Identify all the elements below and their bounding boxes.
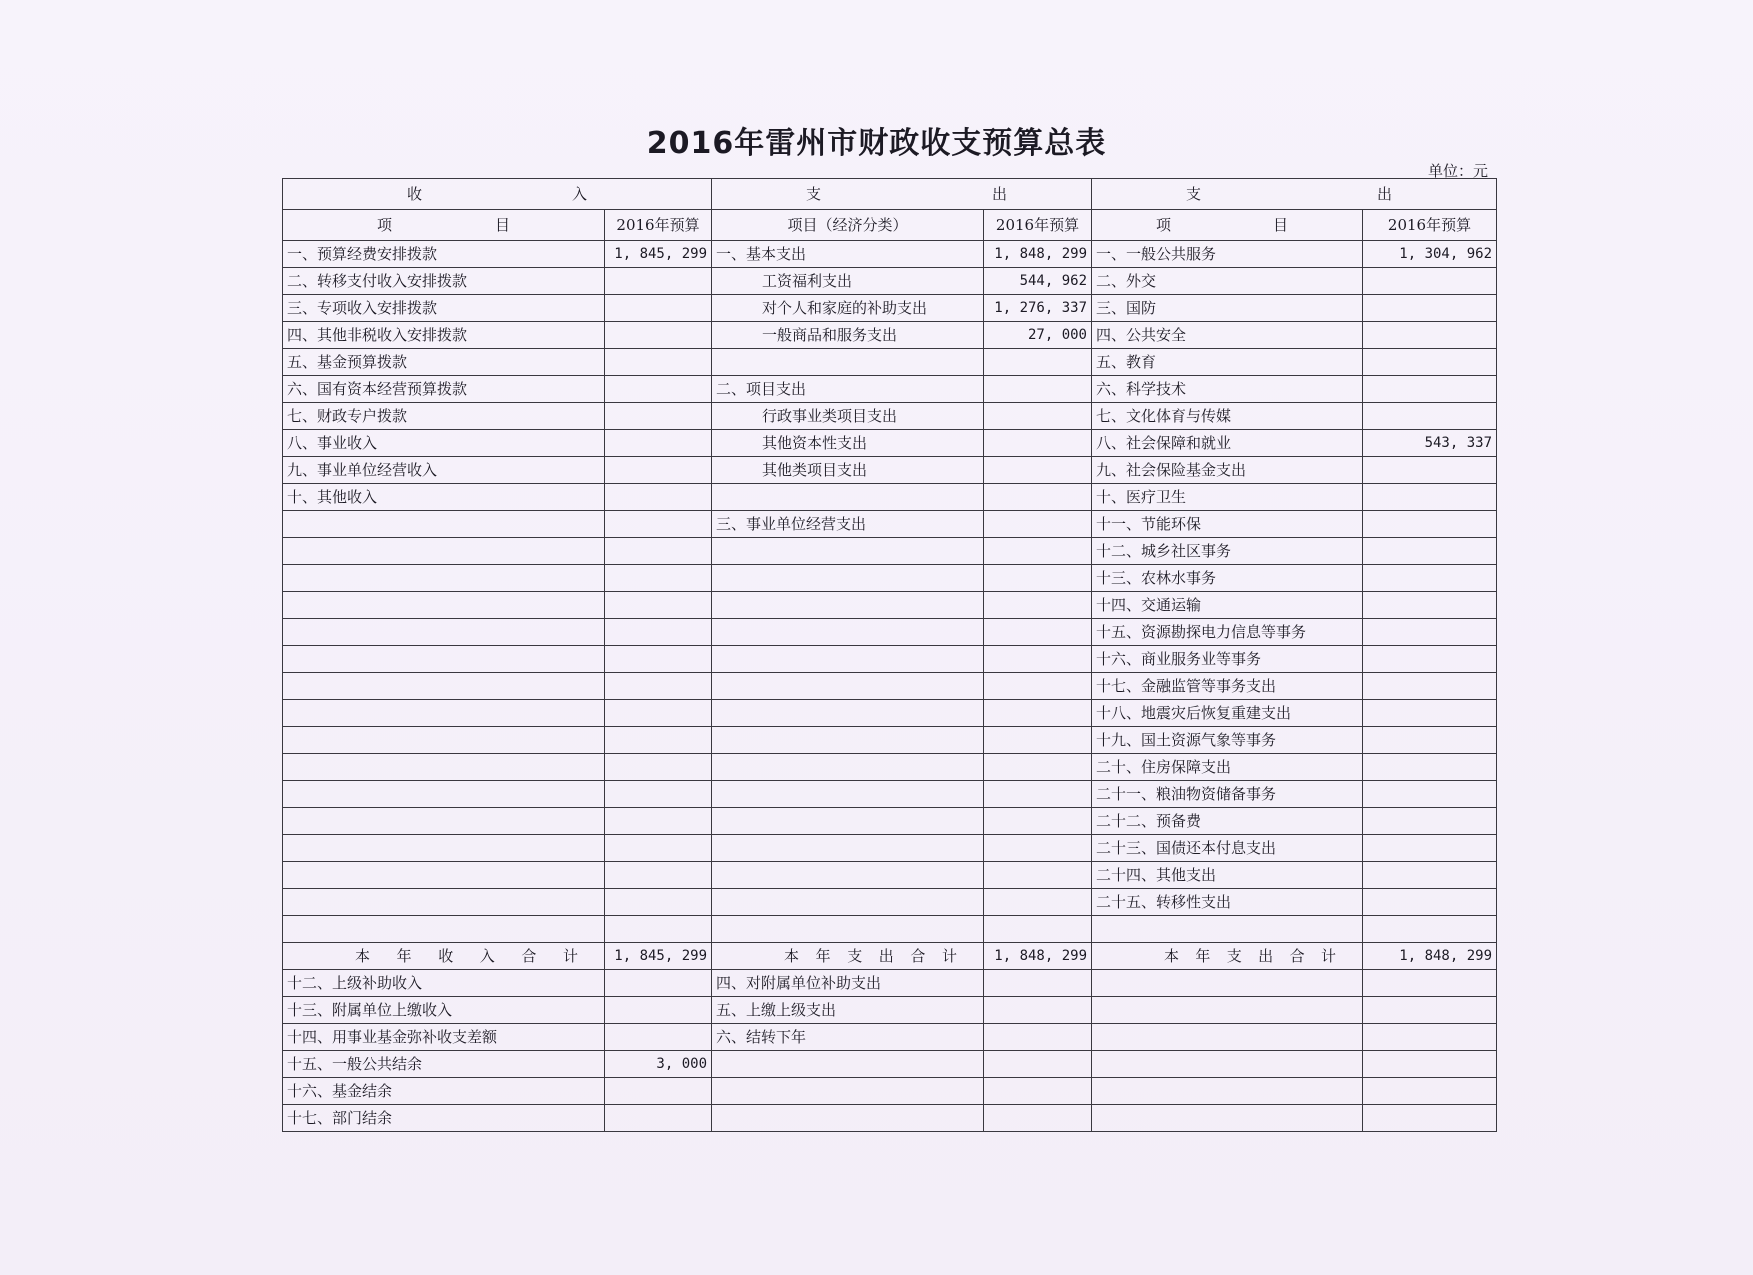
income-item bbox=[283, 754, 605, 781]
func-item: 二十二、预备费 bbox=[1092, 808, 1363, 835]
expense-func-header-char: 出 bbox=[1376, 185, 1392, 203]
econ-total-label-char: 合 bbox=[910, 947, 926, 965]
func-value bbox=[1363, 700, 1497, 727]
econ-value bbox=[984, 349, 1092, 376]
func-value bbox=[1363, 970, 1497, 997]
econ-item: 一、基本支出 bbox=[712, 241, 984, 268]
table-row bbox=[283, 403, 1497, 430]
income-item bbox=[283, 727, 605, 754]
econ-value bbox=[984, 1105, 1092, 1132]
table-row bbox=[283, 376, 1497, 403]
econ-value: 1, 848, 299 bbox=[984, 241, 1092, 268]
income-item bbox=[283, 862, 605, 889]
income-value bbox=[605, 970, 712, 997]
econ-value bbox=[984, 781, 1092, 808]
income-item bbox=[283, 646, 605, 673]
income-item: 五、基金预算拨款 bbox=[283, 349, 605, 376]
econ-item: 五、上缴上级支出 bbox=[712, 997, 984, 1024]
table-row bbox=[283, 592, 1497, 619]
item-c-header bbox=[1092, 210, 1363, 241]
func-value bbox=[1363, 619, 1497, 646]
income-item: 二、转移支付收入安排拨款 bbox=[283, 268, 605, 295]
func-item: 八、社会保障和就业 bbox=[1092, 430, 1363, 457]
econ-item bbox=[712, 808, 984, 835]
econ-total-label bbox=[712, 943, 984, 970]
income-item bbox=[283, 619, 605, 646]
func-total-value: 1, 848, 299 bbox=[1363, 943, 1497, 970]
income-item: 十五、一般公共结余 bbox=[283, 1051, 605, 1078]
income-value bbox=[605, 484, 712, 511]
func-item: 二十三、国债还本付息支出 bbox=[1092, 835, 1363, 862]
income-header-char: 收 bbox=[407, 185, 423, 203]
func-item: 二十四、其他支出 bbox=[1092, 862, 1363, 889]
func-item: 七、文化体育与传媒 bbox=[1092, 403, 1363, 430]
econ-item bbox=[712, 727, 984, 754]
income-value: 1, 845, 299 bbox=[605, 241, 712, 268]
econ-value: 544, 962 bbox=[984, 268, 1092, 295]
income-value bbox=[605, 700, 712, 727]
econ-item bbox=[712, 1051, 984, 1078]
income-item: 十、其他收入 bbox=[283, 484, 605, 511]
econ-item bbox=[712, 673, 984, 700]
func-item bbox=[1092, 916, 1363, 943]
econ-value bbox=[984, 673, 1092, 700]
econ-total-label-char: 本 bbox=[784, 947, 800, 965]
func-value: 543, 337 bbox=[1363, 430, 1497, 457]
income-value bbox=[605, 592, 712, 619]
econ-value bbox=[984, 484, 1092, 511]
econ-item: 行政事业类项目支出 bbox=[712, 403, 984, 430]
budget-a-header: 2016年预算 bbox=[605, 210, 712, 241]
table-row bbox=[283, 457, 1497, 484]
table-row bbox=[283, 1024, 1497, 1051]
func-item: 十八、地震灾后恢复重建支出 bbox=[1092, 700, 1363, 727]
func-item: 四、公共安全 bbox=[1092, 322, 1363, 349]
func-total-label bbox=[1092, 943, 1363, 970]
func-item: 九、社会保险基金支出 bbox=[1092, 457, 1363, 484]
func-item: 十七、金融监管等事务支出 bbox=[1092, 673, 1363, 700]
econ-item bbox=[712, 1105, 984, 1132]
income-value bbox=[605, 268, 712, 295]
income-total-label-char: 合 bbox=[521, 947, 537, 965]
income-total-label-char: 本 bbox=[355, 947, 371, 965]
func-value bbox=[1363, 727, 1497, 754]
func-value bbox=[1363, 889, 1497, 916]
econ-value bbox=[984, 457, 1092, 484]
econ-value bbox=[984, 727, 1092, 754]
func-item: 一、一般公共服务 bbox=[1092, 241, 1363, 268]
func-value bbox=[1363, 808, 1497, 835]
income-value bbox=[605, 754, 712, 781]
income-item: 十二、上级补助收入 bbox=[283, 970, 605, 997]
func-value bbox=[1363, 349, 1497, 376]
table-row bbox=[283, 268, 1497, 295]
econ-value bbox=[984, 1051, 1092, 1078]
income-item bbox=[283, 565, 605, 592]
econ-value bbox=[984, 376, 1092, 403]
econ-value bbox=[984, 1024, 1092, 1051]
func-value bbox=[1363, 754, 1497, 781]
table-row bbox=[283, 538, 1497, 565]
func-item bbox=[1092, 1078, 1363, 1105]
func-item bbox=[1092, 1051, 1363, 1078]
func-total-label-char: 年 bbox=[1195, 947, 1211, 965]
econ-item bbox=[712, 592, 984, 619]
econ-item: 四、对附属单位补助支出 bbox=[712, 970, 984, 997]
table-row bbox=[283, 700, 1497, 727]
econ-value bbox=[984, 403, 1092, 430]
econ-item: 二、项目支出 bbox=[712, 376, 984, 403]
table-row bbox=[283, 1051, 1497, 1078]
table-row bbox=[283, 781, 1497, 808]
income-item bbox=[283, 781, 605, 808]
econ-item bbox=[712, 889, 984, 916]
income-item bbox=[283, 673, 605, 700]
econ-item: 三、事业单位经营支出 bbox=[712, 511, 984, 538]
econ-value: 27, 000 bbox=[984, 322, 1092, 349]
budget-c-header: 2016年预算 bbox=[1363, 210, 1497, 241]
table-row bbox=[283, 754, 1497, 781]
func-item bbox=[1092, 1105, 1363, 1132]
table-row bbox=[283, 646, 1497, 673]
econ-item: 工资福利支出 bbox=[712, 268, 984, 295]
func-value bbox=[1363, 673, 1497, 700]
econ-value bbox=[984, 754, 1092, 781]
func-value bbox=[1363, 565, 1497, 592]
table-row bbox=[283, 349, 1497, 376]
func-value bbox=[1363, 457, 1497, 484]
income-item: 十七、部门结余 bbox=[283, 1105, 605, 1132]
income-value bbox=[605, 1078, 712, 1105]
table-row bbox=[283, 619, 1497, 646]
page-title: 2016年雷州市财政收支预算总表 bbox=[646, 126, 1107, 161]
table-row bbox=[283, 808, 1497, 835]
income-value bbox=[605, 565, 712, 592]
table-row bbox=[283, 997, 1497, 1024]
econ-value bbox=[984, 538, 1092, 565]
econ-item bbox=[712, 565, 984, 592]
func-item: 五、教育 bbox=[1092, 349, 1363, 376]
func-value bbox=[1363, 646, 1497, 673]
income-value bbox=[605, 835, 712, 862]
func-value bbox=[1363, 1105, 1497, 1132]
func-value bbox=[1363, 862, 1497, 889]
econ-value bbox=[984, 997, 1092, 1024]
econ-value bbox=[984, 592, 1092, 619]
func-item: 十六、商业服务业等事务 bbox=[1092, 646, 1363, 673]
income-value bbox=[605, 376, 712, 403]
func-item: 六、科学技术 bbox=[1092, 376, 1363, 403]
income-value bbox=[605, 295, 712, 322]
table-row bbox=[283, 916, 1497, 943]
income-value bbox=[605, 997, 712, 1024]
econ-value bbox=[984, 430, 1092, 457]
expense-econ-header-char: 支 bbox=[806, 185, 822, 203]
func-value bbox=[1363, 1051, 1497, 1078]
econ-item bbox=[712, 916, 984, 943]
econ-value bbox=[984, 835, 1092, 862]
func-total-label-char: 出 bbox=[1258, 947, 1274, 965]
table-row bbox=[283, 1078, 1497, 1105]
income-value bbox=[605, 781, 712, 808]
func-item: 十五、资源勘探电力信息等事务 bbox=[1092, 619, 1363, 646]
func-value bbox=[1363, 403, 1497, 430]
econ-item: 六、结转下年 bbox=[712, 1024, 984, 1051]
func-item: 十九、国土资源气象等事务 bbox=[1092, 727, 1363, 754]
func-item: 十一、节能环保 bbox=[1092, 511, 1363, 538]
income-item: 一、预算经费安排拨款 bbox=[283, 241, 605, 268]
income-item bbox=[283, 916, 605, 943]
item-c-header-char: 目 bbox=[1272, 216, 1288, 234]
item-a-header bbox=[283, 210, 605, 241]
econ-item bbox=[712, 619, 984, 646]
econ-total-label-char: 出 bbox=[878, 947, 894, 965]
income-item: 七、财政专户拨款 bbox=[283, 403, 605, 430]
income-total-label-char: 计 bbox=[562, 947, 578, 965]
income-item bbox=[283, 538, 605, 565]
income-value bbox=[605, 403, 712, 430]
econ-item bbox=[712, 835, 984, 862]
income-value bbox=[605, 727, 712, 754]
budget-b-header: 2016年预算 bbox=[984, 210, 1092, 241]
income-value bbox=[605, 646, 712, 673]
income-total-label bbox=[283, 943, 605, 970]
income-value bbox=[605, 1024, 712, 1051]
income-item: 六、国有资本经营预算拨款 bbox=[283, 376, 605, 403]
func-value bbox=[1363, 484, 1497, 511]
income-item bbox=[283, 700, 605, 727]
income-total-value: 1, 845, 299 bbox=[605, 943, 712, 970]
income-value: 3, 000 bbox=[605, 1051, 712, 1078]
func-value bbox=[1363, 376, 1497, 403]
item-b-header: 项目（经济分类） bbox=[712, 210, 984, 241]
income-item bbox=[283, 808, 605, 835]
table-row bbox=[283, 889, 1497, 916]
expense-econ-header-char: 出 bbox=[991, 185, 1007, 203]
income-item bbox=[283, 889, 605, 916]
expense-econ-header bbox=[712, 179, 1092, 210]
func-item bbox=[1092, 970, 1363, 997]
income-item bbox=[283, 835, 605, 862]
func-value bbox=[1363, 268, 1497, 295]
func-total-label-char: 合 bbox=[1289, 947, 1305, 965]
econ-item bbox=[712, 646, 984, 673]
func-item: 十、医疗卫生 bbox=[1092, 484, 1363, 511]
income-item bbox=[283, 592, 605, 619]
func-item: 三、国防 bbox=[1092, 295, 1363, 322]
income-value bbox=[605, 349, 712, 376]
func-item bbox=[1092, 1024, 1363, 1051]
func-total-label-char: 本 bbox=[1164, 947, 1180, 965]
func-value bbox=[1363, 592, 1497, 619]
table-row bbox=[283, 295, 1497, 322]
expense-func-header-char: 支 bbox=[1186, 185, 1202, 203]
income-value bbox=[605, 916, 712, 943]
income-item bbox=[283, 511, 605, 538]
econ-value bbox=[984, 700, 1092, 727]
income-value bbox=[605, 538, 712, 565]
income-value bbox=[605, 889, 712, 916]
func-value bbox=[1363, 538, 1497, 565]
income-item: 三、专项收入安排拨款 bbox=[283, 295, 605, 322]
income-header-char: 入 bbox=[571, 185, 587, 203]
income-item: 十三、附属单位上缴收入 bbox=[283, 997, 605, 1024]
table-row bbox=[283, 241, 1497, 268]
econ-value bbox=[984, 511, 1092, 538]
func-item: 二十五、转移性支出 bbox=[1092, 889, 1363, 916]
income-value bbox=[605, 862, 712, 889]
totals-row bbox=[283, 943, 1497, 970]
income-item: 十六、基金结余 bbox=[283, 1078, 605, 1105]
func-value bbox=[1363, 997, 1497, 1024]
func-value bbox=[1363, 511, 1497, 538]
item-a-header-char: 项 bbox=[377, 216, 393, 234]
econ-item bbox=[712, 349, 984, 376]
income-value bbox=[605, 673, 712, 700]
income-item: 十四、用事业基金弥补收支差额 bbox=[283, 1024, 605, 1051]
econ-value bbox=[984, 970, 1092, 997]
func-value bbox=[1363, 1024, 1497, 1051]
func-item: 二十、住房保障支出 bbox=[1092, 754, 1363, 781]
income-item: 九、事业单位经营收入 bbox=[283, 457, 605, 484]
econ-value bbox=[984, 889, 1092, 916]
table-row bbox=[283, 1105, 1497, 1132]
econ-item bbox=[712, 538, 984, 565]
econ-item: 一般商品和服务支出 bbox=[712, 322, 984, 349]
econ-total-label-char: 年 bbox=[815, 947, 831, 965]
econ-value bbox=[984, 619, 1092, 646]
func-value bbox=[1363, 295, 1497, 322]
income-value bbox=[605, 1105, 712, 1132]
budget-table bbox=[282, 178, 1497, 1132]
func-value bbox=[1363, 781, 1497, 808]
table-row bbox=[283, 322, 1497, 349]
econ-total-label-char: 计 bbox=[941, 947, 957, 965]
func-total-label-char: 计 bbox=[1320, 947, 1336, 965]
econ-value: 1, 276, 337 bbox=[984, 295, 1092, 322]
func-total-label-char: 支 bbox=[1226, 947, 1242, 965]
table-row bbox=[283, 727, 1497, 754]
econ-item bbox=[712, 754, 984, 781]
income-total-label-char: 年 bbox=[396, 947, 412, 965]
func-item: 二十一、粮油物资储备事务 bbox=[1092, 781, 1363, 808]
table-row bbox=[283, 862, 1497, 889]
econ-value bbox=[984, 1078, 1092, 1105]
item-a-header-char: 目 bbox=[494, 216, 510, 234]
income-value bbox=[605, 619, 712, 646]
func-value bbox=[1363, 322, 1497, 349]
table-row bbox=[283, 565, 1497, 592]
econ-value bbox=[984, 646, 1092, 673]
func-item: 十三、农林水事务 bbox=[1092, 565, 1363, 592]
func-value: 1, 304, 962 bbox=[1363, 241, 1497, 268]
func-value bbox=[1363, 916, 1497, 943]
income-value bbox=[605, 322, 712, 349]
econ-item: 对个人和家庭的补助支出 bbox=[712, 295, 984, 322]
func-value bbox=[1363, 1078, 1497, 1105]
income-value bbox=[605, 430, 712, 457]
econ-item bbox=[712, 484, 984, 511]
income-value bbox=[605, 511, 712, 538]
item-c-header-char: 项 bbox=[1156, 216, 1172, 234]
income-item: 四、其他非税收入安排拨款 bbox=[283, 322, 605, 349]
income-value bbox=[605, 457, 712, 484]
econ-total-label-char: 支 bbox=[847, 947, 863, 965]
econ-value bbox=[984, 808, 1092, 835]
econ-item bbox=[712, 862, 984, 889]
func-item: 十二、城乡社区事务 bbox=[1092, 538, 1363, 565]
income-total-label-char: 收 bbox=[438, 947, 454, 965]
expense-func-header bbox=[1092, 179, 1497, 210]
econ-item: 其他类项目支出 bbox=[712, 457, 984, 484]
subheader-row bbox=[283, 210, 1497, 241]
func-item: 二、外交 bbox=[1092, 268, 1363, 295]
func-item bbox=[1092, 997, 1363, 1024]
income-total-label-char: 入 bbox=[479, 947, 495, 965]
income-item: 八、事业收入 bbox=[283, 430, 605, 457]
econ-value bbox=[984, 916, 1092, 943]
header-row-group bbox=[283, 179, 1497, 210]
unit-label: 单位：元 bbox=[1428, 162, 1489, 180]
table-row bbox=[283, 511, 1497, 538]
econ-item bbox=[712, 781, 984, 808]
func-value bbox=[1363, 835, 1497, 862]
income-value bbox=[605, 808, 712, 835]
econ-total-value: 1, 848, 299 bbox=[984, 943, 1092, 970]
econ-item bbox=[712, 1078, 984, 1105]
econ-item: 其他资本性支出 bbox=[712, 430, 984, 457]
table-row bbox=[283, 430, 1497, 457]
table-row bbox=[283, 835, 1497, 862]
econ-value bbox=[984, 862, 1092, 889]
table-row bbox=[283, 484, 1497, 511]
table-row bbox=[283, 673, 1497, 700]
income-header bbox=[283, 179, 712, 210]
econ-value bbox=[984, 565, 1092, 592]
econ-item bbox=[712, 700, 984, 727]
table-row bbox=[283, 970, 1497, 997]
func-item: 十四、交通运输 bbox=[1092, 592, 1363, 619]
